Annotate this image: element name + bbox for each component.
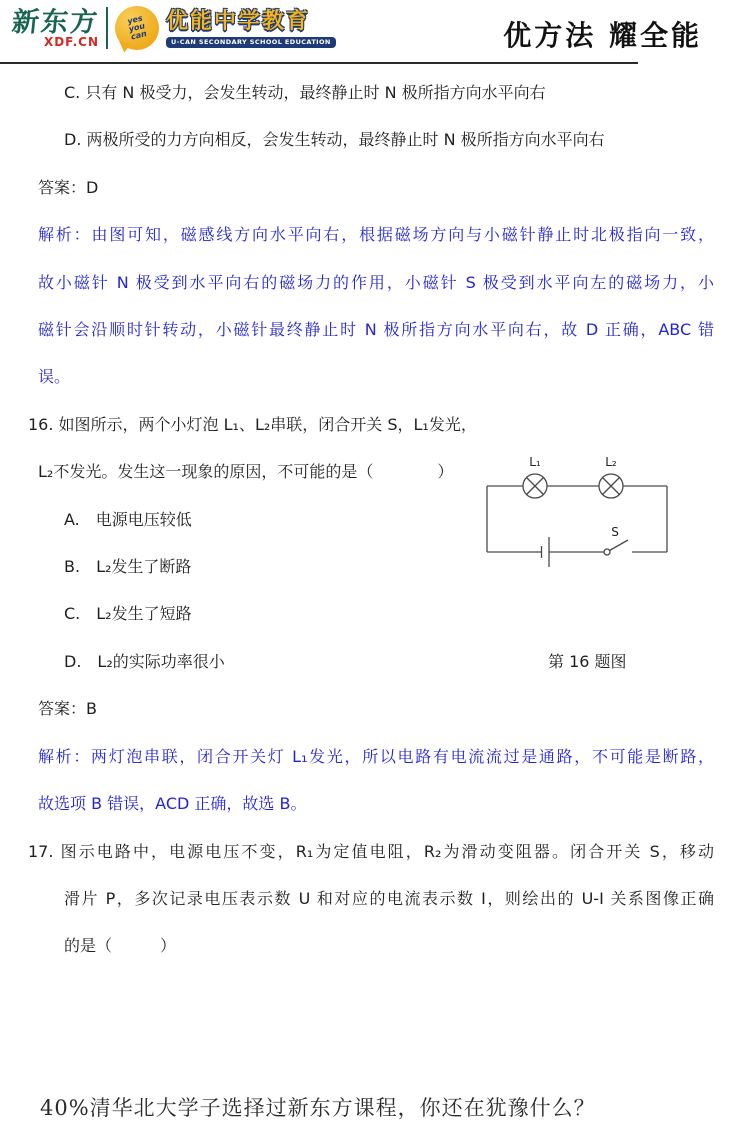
q16-option-a: A. 电源电压较低: [64, 509, 192, 529]
logo-divider: [106, 7, 108, 49]
footer-slogan: 40%清华北大学子选择过新东方课程，你还在犹豫什么？: [40, 1096, 596, 1120]
ucan-logo: [166, 9, 336, 48]
q15-answer: 答案：D: [38, 177, 99, 197]
q15-analysis-line: 解析：由图可知，磁感线方向水平向右，根据磁场方向与小磁针静止时北极指向一致，: [38, 225, 714, 245]
q16-figure-caption: 第 16 题图: [548, 652, 627, 671]
lamp2-label: L₂: [605, 455, 617, 469]
switch-pivot: [604, 549, 610, 555]
lamp1-label: L₁: [529, 455, 541, 469]
q16-circuit-diagram: [481, 450, 671, 570]
q17-stem-line1: 17. 图示电路中，电源电压不变，R₁为定值电阻，R₂为滑动变阻器。闭合开关 S，移动: [28, 841, 714, 861]
xdf-logo-url: XDF.CN: [43, 35, 99, 49]
xdf-logo-text: 新东方: [10, 7, 101, 38]
ucan-badge-icon: [115, 6, 159, 50]
brand-logo: [12, 6, 336, 50]
q16-analysis-line: 解析：两灯泡串联，闭合开关灯 L₁发光，所以电路有电流流过是通路，不可能是断路，: [38, 746, 714, 766]
ucan-logo-title: 优能中学教育: [166, 8, 311, 34]
q16-stem-line2: L₂不发光。发生这一现象的原因，不可能的是（ ）: [38, 462, 454, 482]
q15-analysis-line: 磁针会沿顺时针转动，小磁针最终静止时 N 极所指方向水平向右，故 D 正确，ABC 错: [38, 320, 714, 340]
switch-label: S: [611, 525, 619, 539]
q16-option-b: B. L₂发生了断路: [64, 557, 192, 577]
q16-analysis-line: 故选项 B 错误，ACD 正确，故选 B。: [38, 794, 307, 814]
xdf-logo: [12, 8, 99, 48]
q15-analysis-line: 误。: [38, 367, 71, 387]
q16-answer: 答案：B: [38, 699, 97, 719]
q16-stem-line1: 16. 如图所示，两个小灯泡 L₁、L₂串联，闭合开关 S，L₁发光，: [28, 414, 477, 434]
q17-stem-line3: 的是（ ）: [64, 936, 177, 956]
switch-lever: [610, 540, 629, 551]
ucan-badge-text: yes you can: [126, 13, 148, 42]
q15-option-d: D. 两极所受的力方向相反，会发生转动，最终静止时 N 极所指方向水平向右: [64, 130, 605, 150]
q16-option-c: C. L₂发生了短路: [64, 604, 192, 624]
q17-stem-line2: 滑片 P，多次记录电压表示数 U 和对应的电流表示数 I，则绘出的 U-I 关系图像正确: [64, 888, 714, 908]
q16-option-d: D. L₂的实际功率很小: [64, 651, 225, 671]
q15-option-c: C. 只有 N 极受力，会发生转动，最终静止时 N 极所指方向水平向右: [64, 83, 546, 102]
page-header: [0, 0, 750, 62]
q15-analysis-line: 故小磁针 N 极受到水平向右的磁场力的作用，小磁针 S 极受到水平向左的磁场力，小: [38, 272, 714, 292]
ucan-logo-subtitle: U-CAN SECONDARY SCHOOL EDUCATION: [166, 37, 336, 48]
header-slogan: 优方法 耀全能: [503, 19, 702, 52]
